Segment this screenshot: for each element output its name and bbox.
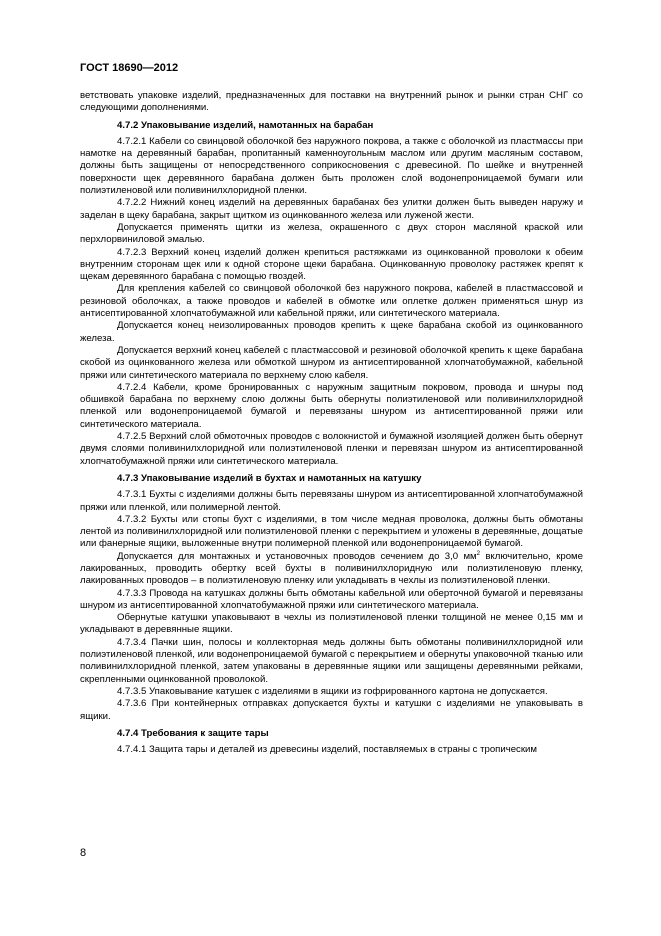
section-heading: 4.7.4 Требования к защите тары	[117, 727, 269, 739]
paragraph: Допускается верхний конец кабелей с пластмассовой и резиновой оболочкой крепить к щеке барабана скобой из оцинкованного железа или обмоткой шнуром из антисептированной хлопчатобумажной, кабельной пряжи или синтетического материала по верхнему слою кабеля.	[80, 344, 583, 381]
paragraph: ветствовать упаковке изделий, предназначенных для поставки на внутренний рынок и рынки стран СНГ со следующими дополнениями.	[80, 90, 583, 114]
paragraph: 4.7.3.5 Упаковывание катушек с изделиями в ящики из гофрированного картона не допускается.	[117, 685, 548, 697]
paragraph: 4.7.2.4 Кабели, кроме бронированных с наружным защитным покровом, провода и шнуры под обшивкой барабана по верхнему слою должны быть обернуты полиэтиленовой или поливинилхлоридной пленкой или водонепроницаемой бумагой и перевязаны шнуром из антисептированной пряжи или синтетического материала.	[80, 381, 583, 430]
paragraph: Допускается конец неизолированных проводов крепить к щеке барабана скобой из оцинкованного железа.	[80, 320, 583, 344]
section-heading: 4.7.2 Упаковывание изделий, намотанных на барабан	[117, 119, 374, 131]
superscript: 2	[476, 550, 480, 557]
paragraph: 4.7.4.1 Защита тары и деталей из древесины изделий, поставляемых в страны с тропическим	[117, 744, 538, 756]
document-body	[80, 90, 583, 756]
paragraph: 4.7.2.5 Верхний слой обмоточных проводов с волокнистой и бумажной изоляцией должен быть обернут двумя слоями поливинилхлоридной или полиэтиленовой пленки и перевязан шнуром из антисептированной хлопчатобумажной пряжи или синтетического материала.	[80, 431, 583, 467]
paragraph: 4.7.3.4 Пачки шин, полосы и коллекторная медь должны быть обмотаны поливинилхлоридной или полиэтиленовой пленкой, или водонепроницаемой бумагой с перекрытием и обернуты упаковочной тканью или поливинилхлоридной пленкой, затем упакованы в деревянные ящики или защищены деревянными рейками, скрепленными оцинкованной проволокой.	[80, 636, 583, 685]
paragraph: 4.7.3.2 Бухты или стопы бухт с изделиями, в том числе медная проволока, должны быть обмотаны лентой из поливинилхлоридной или полиэтиленовой пленки с перекрытием и уложены в деревянные, дощатые или фанерные ящики, выложенные внутри полимерной пленкой или водонепроницаемой бумагой.	[80, 513, 583, 550]
paragraph: 4.7.3.3 Провода на катушках должны быть обмотаны кабельной или оберточной бумагой и перевязаны шнуром из антисептированной хлопчатобумажной пряжи или синтетического материала.	[80, 587, 583, 611]
paragraph: 4.7.2.1 Кабели со свинцовой оболочкой без наружного покрова, а также с оболочкой из пластмассы при намотке на деревянный барабан, пропитанный каменноугольным маслом или другим масляным составом, должны быть защищены от непосредственного соприкосновения с древесиной. По шейке и внутренней поверхности щек деревянного барабана должен быть проложен слой водонепроницаемой бумаги или полиэтиленовой или поливинилхлоридной пленки.	[80, 135, 583, 197]
paragraph: Обернутые катушки упаковывают в чехлы из полиэтиленовой пленки толщиной не менее 0,15 мм и укладывают в деревянные ящики.	[80, 612, 583, 636]
paragraph: 4.7.3.6 При контейнерных отправках допускается бухты и катушки с изделиями не упаковывать в ящики.	[80, 698, 583, 722]
paragraph-text: включительно, кроме лакированных, проводить обертку всей бухты в поливинилхлоридную или полиэтиленовую пленку, лакированных проводов – в полиэтиленовую пленку или укладывать в чехлы из полиэтиленовой пленки.	[80, 550, 583, 587]
page-number: 8	[80, 847, 87, 859]
paragraph: 4.7.2.2 Нижний конец изделий на деревянных барабанах без улитки должен быть выведен наружу и заделан в щеку барабана, закрыт щитком из оцинкованного железа или луженой жести.	[80, 197, 583, 221]
paragraph: Допускается применять щитки из железа, окрашенного с двух сторон масляной краской или перхлорвиниловой эмалью.	[80, 221, 583, 246]
paragraph	[80, 551, 583, 588]
document-header: ГОСТ 18690—2012	[80, 62, 179, 74]
paragraph: 4.7.2.3 Верхний конец изделий должен крепиться растяжками из оцинкованной проволоки к обеим внутренним сторонам щек или к одной стороне щеки барабана. Оцинкованную проволоку растяжек крепят к щекам деревянного барабана с помощью гвоздей.	[80, 246, 583, 283]
paragraph: 4.7.3.1 Бухты с изделиями должны быть перевязаны шнуром из антисептированной хлопчатобумажной пряжи или пленкой, или полимерной лентой.	[80, 489, 583, 513]
paragraph-text: Допускается для монтажных и установочных проводов сечением до 3,0 мм	[117, 550, 477, 562]
section-heading: 4.7.3 Упаковывание изделий в бухтах и намотанных на катушку	[117, 472, 422, 484]
paragraph: Для крепления кабелей со свинцовой оболочкой без наружного покрова, кабелей в пластмассовой и резиновой оболочках, а также проводов и кабелей в обмотке или оплетке должен применяться шнур из антисептированной хлопчатобумажной или кабельной пряжи, или синтетического материала.	[80, 283, 583, 320]
